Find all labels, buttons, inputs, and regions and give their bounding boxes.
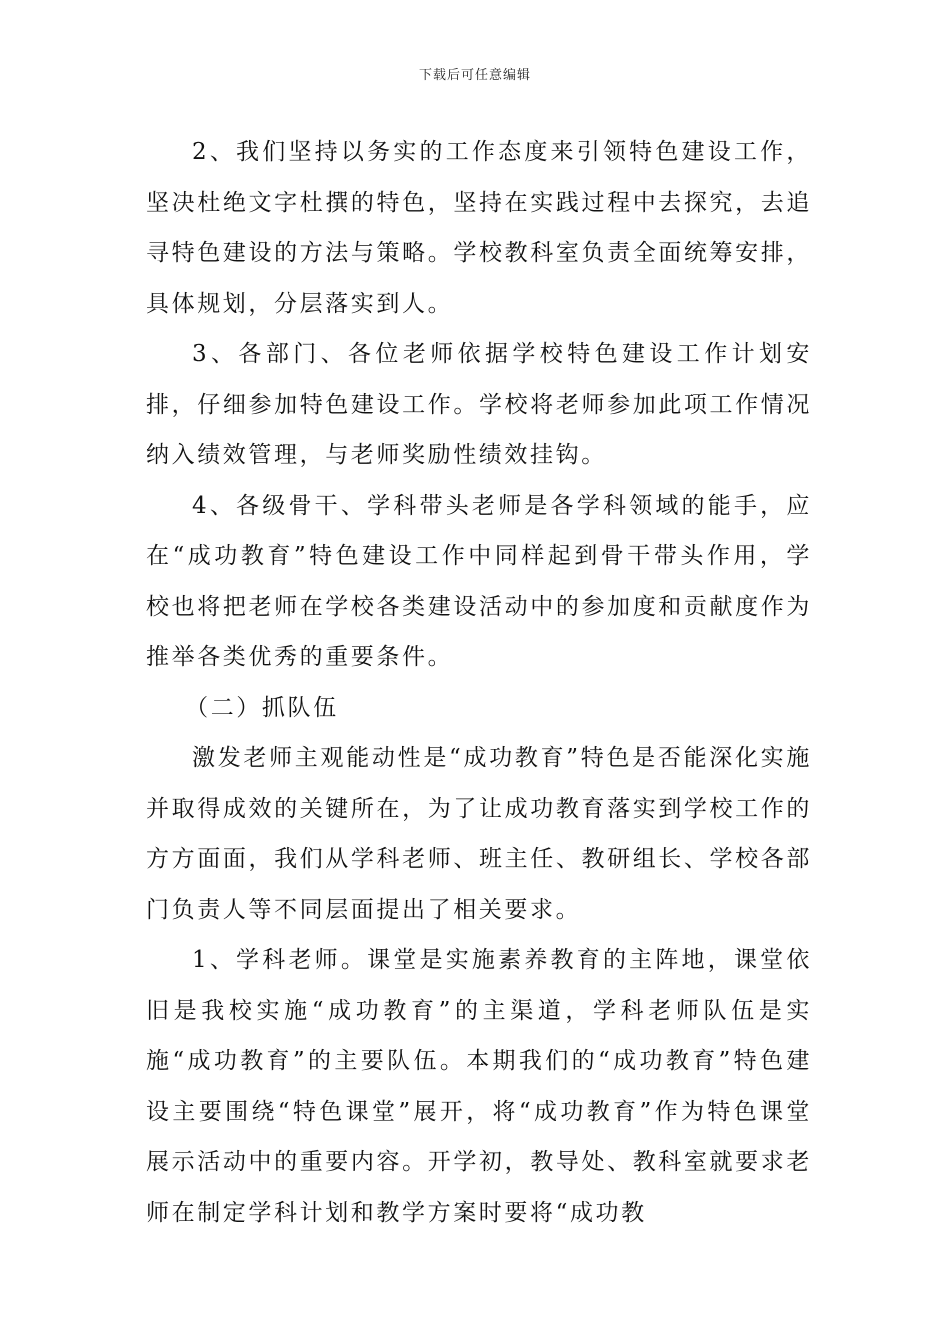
section-heading: （二）抓队伍: [185, 694, 339, 721]
paragraph-item-3: 3、各部门、各位老师依据学校特色建设工作计划安排，仔细参加特色建设工作。学校将老师参加此项工作情况纳入绩效管理，与老师奖励性绩效挂钩。: [146, 341, 812, 468]
paragraph-item-4: 4、各级骨干、学科带头老师是各学科领域的能手，应在“成功教育”特色建设工作中同样起到骨干带头作用，学校也将把老师在学校各类建设活动中的参加度和贡献度作为推举各类优秀的重要条件。: [146, 492, 812, 670]
paragraph-item-1: 1、学科老师。课堂是实施素养教育的主阵地，课堂依旧是我校实施“成功教育”的主渠道，学科老师队伍是实施“成功教育”的主要队伍。本期我们的“成功教育”特色建设主要围绕“特色课堂”展开，将“成功教育”作为特色课堂展示活动中的重要内容。开学初，教导处、教科室就要求老师在制定学科计划和教学方案时要将“成功教: [146, 947, 812, 1226]
document-body: [146, 127, 812, 1238]
paragraph-item-2: 2、我们坚持以务实的工作态度来引领特色建设工作，坚决杜绝文字杜撰的特色，坚持在实践过程中去探究，去追寻特色建设的方法与策略。学校教科室负责全面统筹安排，具体规划，分层落实到人。: [146, 139, 812, 317]
page-header: 下载后可任意编辑: [418, 68, 531, 83]
paragraph-intro: 激发老师主观能动性是“成功教育”特色是否能深化实施并取得成效的关键所在，为了让成功教育落实到学校工作的方方面面，我们从学科老师、班主任、教研组长、学校各部门负责人等不同层面提出了相关要求。: [146, 745, 812, 923]
